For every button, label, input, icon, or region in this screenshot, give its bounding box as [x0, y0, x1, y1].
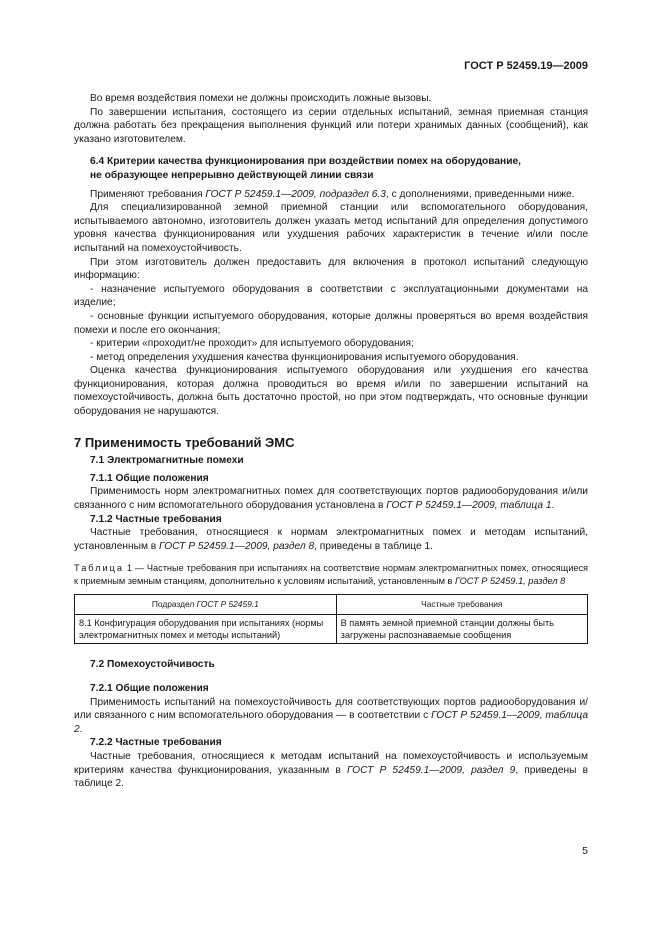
table-cell: 8.1 Конфигурация оборудования при испытаниях (нормы электромагнитных помех и методы испытаний) [75, 614, 337, 644]
paragraph-immunity-applicability: Применимость испытаний на помехоустойчивость для соответствующих портов радиооборудования и/или связанного с ним вспомогательного оборудования — в соответствии с ГОСТ Р 52459.1—2009, таблица 2. [74, 696, 588, 735]
standard-reference: ГОСТ Р 52459.1—2009, таблица 1 [386, 500, 552, 512]
standard-reference: ГОСТ Р 52459.1—2009, раздел 9 [346, 764, 516, 776]
section-7-2-1-title: 7.2.1 Общие положения [90, 683, 209, 695]
paragraph-false-calls: Во время воздействия помехи не должны происходить ложные вызовы. [90, 93, 432, 104]
list-item: - метод определения ухудшения качества функционирования испытуемого оборудования. [90, 351, 519, 363]
section-7-2-2-title: 7.2.2 Частные требования [90, 737, 222, 749]
paragraph-apply-requirements: Применяют требования ГОСТ Р 52459.1—2009, подраздел 6.3, с дополнениями, приведенными ниже. [90, 188, 575, 200]
paragraph-emission-specific: Частные требования, относящиеся к нормам электромагнитных помех и методам испытаний, установленным в ГОСТ Р 52459.1—2009, раздел 8, приведены в таблице 1. [74, 527, 588, 552]
table-header-cell: Частные требования [336, 595, 587, 614]
table-row [75, 614, 588, 644]
section-7-1-title: 7.1 Электромагнитные помехи [90, 455, 244, 467]
paragraph-emission-applicability: Применимость норм электромагнитных помех для соответствующих портов радиооборудования и/или связанного с ним вспомогательного оборудования установлена в ГОСТ Р 52459.1—2009, таблица 1. [74, 486, 588, 512]
standard-reference: ГОСТ Р 52459.1—2009, подраздел 6.3 [205, 188, 386, 200]
section-7-1-1-title: 7.1.1 Общие положения [90, 472, 209, 484]
paragraph-manufacturer-info: При этом изготовитель должен предоставить для включения в протокол испытаний следующую информацию: [74, 256, 588, 282]
table-1 [74, 594, 588, 644]
section-7-2-title: 7.2 Помехоустойчивость [90, 659, 215, 671]
paragraph-specialized-station: Для специализированной земной приемной станции или вспомогательного оборудования, испытываемого автономно, изготовитель должен указать метод испытаний для определения допустимого уровня качества функционирования или ухудшения рабочих характеристик в течение и/или после испытаний на помехоустойчивость. [74, 202, 588, 254]
standard-reference: ГОСТ Р 52459.1—2009, таблица 2 [74, 710, 588, 735]
list-item: - основные функции испытуемого оборудования, которые должны проверяться во время воздействия помехи и после его окончания; [74, 310, 588, 336]
table-header-cell: Подраздел ГОСТ Р 52459.1 [75, 595, 337, 614]
section-6-4-title-line2: не образующее непрерывно действующей линии связи [90, 169, 374, 181]
table-cell: В память земной приемной станции должны быть загружены распознаваемые сообщения [336, 614, 587, 644]
table-1-caption: Таблица 1 — Частные требования при испытаниях на соответствие нормам электромагнитных помех, относящиеся к приемным земным станциям, дополнительно к условиям испытаний, установленным в ГОСТ Р 52459.1, раздел 8 [74, 563, 588, 586]
document-code-header: ГОСТ Р 52459.19—2009 [464, 60, 588, 72]
section-6-4-title-line1: 6.4 Критерии качества функционирования при воздействии помех на оборудование, [90, 156, 521, 168]
section-7-1-2-title: 7.1.2 Частные требования [90, 513, 222, 525]
page-number: 5 [582, 845, 588, 857]
list-item: - назначение испытуемого оборудования в соответствии с эксплуатационными документами на изделие; [74, 283, 588, 309]
table-caption-label: Таблица [74, 563, 125, 574]
table-header-row [75, 595, 588, 614]
list-item: - критерии «проходит/не проходит» для испытуемого оборудования; [90, 338, 414, 350]
page-body [74, 92, 588, 791]
section-7-title: 7 Применимость требований ЭМС [74, 434, 295, 450]
standard-reference: ГОСТ Р 52459.1, раздел 8 [454, 575, 566, 586]
paragraph-immunity-specific: Частные требования, относящиеся к методам испытаний на помехоустойчивость и используемым критериям качества функционирования, указанным в ГОСТ Р 52459.1—2009, раздел 9, приведены в таблице 2. [74, 751, 589, 790]
paragraph-test-completion: По завершении испытания, состоящего из серии отдельных испытаний, земная приемная станция должна работать без прекращения выполнения функций или потери хранимых данных (сообщений), как указано изготовителем. [74, 106, 588, 145]
paragraph-performance-assessment: Оценка качества функционирования испытуемого оборудования или ухудшения его качества функционирования, которая должна проводиться во время и/или по завершении испытаний на помехоустойчивость, должна быть достаточно простой, но при этом подтверждать, что основные функции оборудования не нарушаются. [74, 365, 588, 418]
standard-reference: ГОСТ Р 52459.1—2009, раздел 8 [159, 540, 315, 552]
